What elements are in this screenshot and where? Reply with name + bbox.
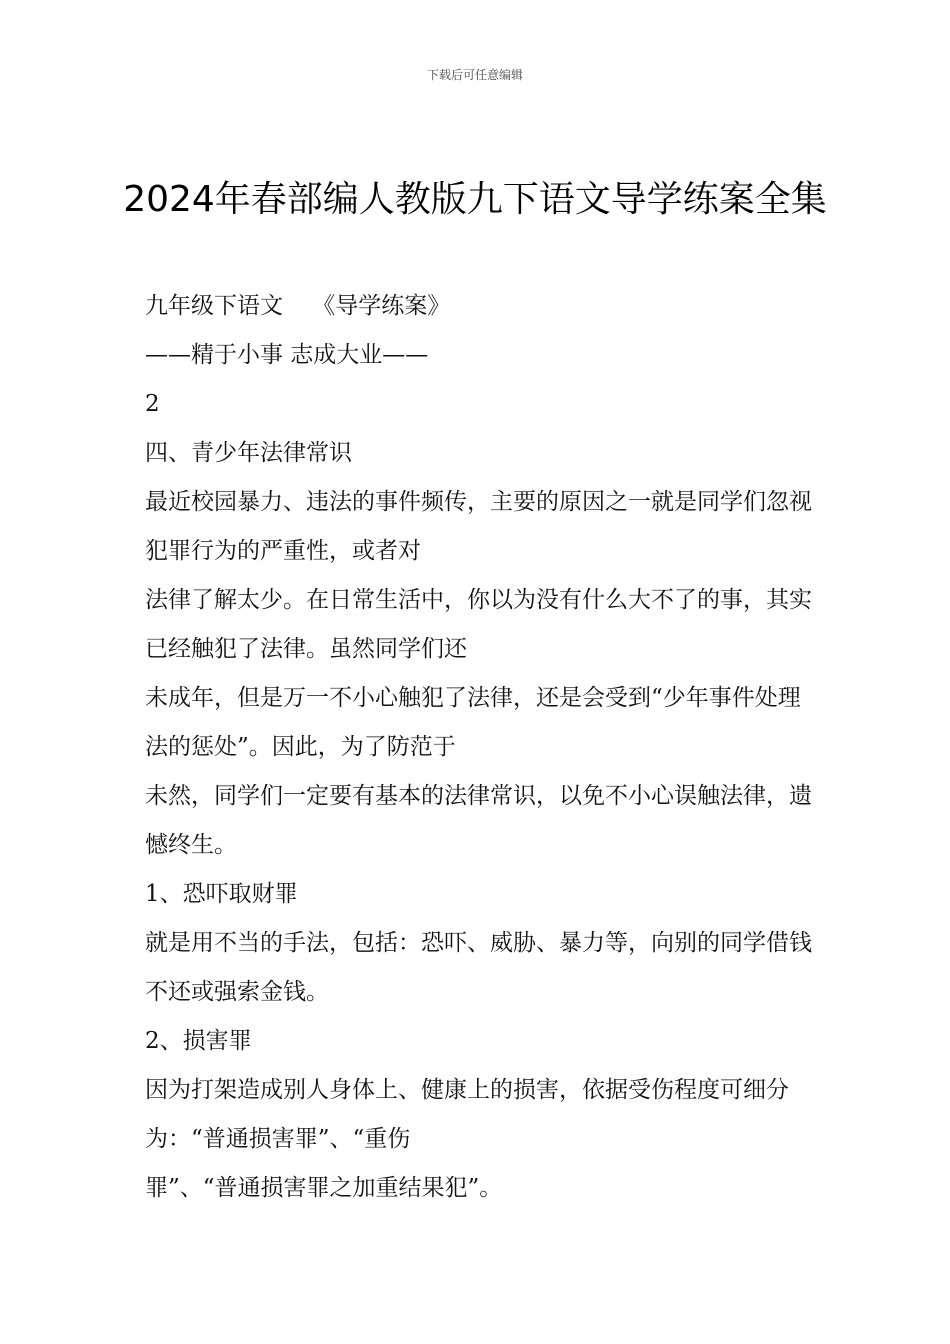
intro-paragraph-line: 未然，同学们一定要有基本的法律常识，以免不小心误触法律，遗憾终生。 xyxy=(145,783,812,858)
intro-paragraph-line: 法律了解太少。在日常生活中，你以为没有什么大不了的事，其实已经触犯了法律。虽然同学们还 xyxy=(145,587,812,662)
motto: ——精于小事 志成大业—— xyxy=(145,342,429,368)
item-paragraph-line: 罪”、“普通损害罪之加重结果犯”。 xyxy=(145,1175,503,1201)
item-paragraph-line: 因为打架造成别人身体上、健康上的损害，依据受伤程度可细分为：“普通损害罪”、“重伤 xyxy=(145,1077,789,1152)
item-paragraph-extortion xyxy=(145,919,815,1017)
subtitle: 九年级下语文 《导学练案》 xyxy=(145,293,451,319)
item-paragraph-line: 就是用不当的手法，包括：恐吓、威胁、暴力等，向别的同学借钱不还或强索金钱。 xyxy=(145,930,812,1005)
document-body xyxy=(145,282,815,1213)
item-heading-extortion: 1、恐吓取财罪 xyxy=(145,881,298,907)
item-heading-injury: 2、损害罪 xyxy=(145,1028,252,1054)
intro-paragraph-line: 最近校园暴力、违法的事件频传，主要的原因之一就是同学们忽视犯罪行为的严重性，或者对 xyxy=(145,489,812,564)
item-paragraph-injury xyxy=(145,1066,815,1213)
page-number: 2 xyxy=(145,391,160,417)
document-title: 2024年春部编人教版九下语文导学练案全集 xyxy=(123,179,827,220)
intro-paragraph xyxy=(145,478,815,870)
intro-paragraph-line: 未成年，但是万一不小心触犯了法律，还是会受到“少年事件处理法的惩处”。因此，为了防范于 xyxy=(145,685,801,760)
section-heading: 四、青少年法律常识 xyxy=(145,440,352,466)
header-note: 下载后可任意编辑 xyxy=(426,68,523,82)
